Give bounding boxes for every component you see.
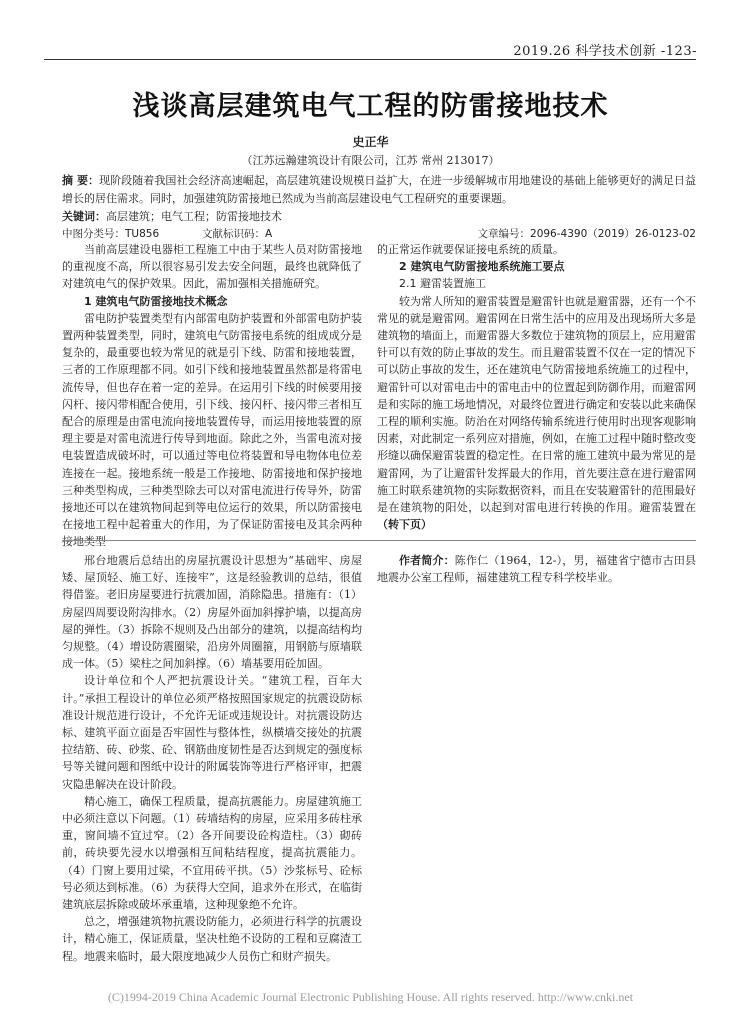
- document-code: 文献标识码：A: [202, 228, 273, 240]
- abstract-label: 摘 要：: [62, 174, 100, 187]
- author-name: 史正华: [352, 135, 389, 149]
- header-rule: [44, 59, 696, 60]
- keywords-text: 高层建筑；电气工程；防雷接地技术: [106, 210, 282, 223]
- keywords-label: 关键词：: [62, 210, 106, 223]
- subsection-heading-2-1: 2.1 避雷装置施工: [399, 277, 486, 291]
- paragraph: 雷电防护装置类型有内部雷电防护装置和外部雷电防护装置两种装置类型，同时，建筑电气防雷接电系统的组成成分是复杂的，最重要也较为常见的就是引下线、防雷和接地装置，三者的工作原理都不同。如引下线和接地装置虽然都是将雷电流传导，但也存在着一定的差异。在运用引下线的时候要用接闪杆、接闪带相配合使用，引下线、接闪杆、接闪带三者相互配合的原理是由雷电流向接地装置传导，而运用接地装置的原理主要是对雷电流进行传导到地面。除此之外，当雷电流对接电装置造成破坏时，可以通过等电位将装置和导电物体电位差连接在一起。接地系统一般是工作接地、防雷接地和保护接地三种类型构成，三种类型除去可以对雷电流进行传导外，防雷接地还可以在建筑物间起到等电位运行的效果，所以防雷接电在接地工程中起着重大的作用，为了保证防雷接电及其余两种接地类型: [62, 311, 362, 549]
- author-affiliation: （江苏远瀚建筑设计有限公司，江苏 常州 213017）: [241, 154, 500, 167]
- clc-number: 中图分类号：TU856: [62, 228, 160, 240]
- author-bio-label: 作者简介：: [399, 554, 455, 567]
- left-column-top: [62, 241, 362, 551]
- paragraph: 邢台地震后总结出的房屋抗震设计思想为“基础牢、房屋矮、屋顶轻、施工好、连接牢”，这是经验教训的总结，很值得借鉴。老旧房屋要进行抗震加固，消除隐患。措施有：（1）房屋四周要设附沟排水。（2）房屋外面加斜撑护墙，以提高房屋的弹性。（3）拆除不规则及凸出部分的建筑，以提高结构均匀规整。（4）增设防震圈梁，沿房外周圈箍，用钢筋与原墙联成一体。（5）梁柱之间加斜撑。（6）墙基要用砼加固。: [62, 554, 362, 671]
- copyright-footer: (C)1994-2019 China Academic Journal Electronic Publishing House. All rights reserved. http://www.cnki.net: [107, 990, 634, 1004]
- author-bio-text: 陈作仁（1964，12-），男，福建省宁德市古田县地震办公室工程师，福建建筑工程专科学校毕业。: [377, 554, 696, 585]
- left-column-bottom: [62, 552, 362, 965]
- author-bio: [377, 552, 696, 586]
- abstract-text: 现阶段随着我国社会经济高速崛起，高层建筑建设规模日益扩大，在进一步缓解城市用地建设的基础上能够更好的满足日益增长的居住需求。同时，加强建筑防雷接地已然成为当前高层建设电气工程研究的重要课题。: [62, 174, 696, 205]
- article-number: 文章编号：2096-4390（2019）26-0123-02: [477, 228, 696, 240]
- abstract: [62, 172, 696, 207]
- paragraph: 当前高层建设电器柜工程施工中由于某些人员对防雷接地的重视度不高，所以很容易引发去安全问题，最终也就降低了对建筑电气的保护效果。因此，需加强相关措施研究。: [62, 243, 362, 291]
- paragraph-text: 较为常人所知的避雷装置是避雷针也就是避雷器，还有一个不常见的就是避雷网。避雷网在日常生活中的应用及出现场所大多是建筑物的墙面上，而避雷器大多数位于建筑物的顶层上，应用避雷针可以有效的防止事故的发生。而且避雷装置不仅在一定的情况下可以防止事故的发生，还在建筑电气防雷接地系统施工的过程中，避雷针可以对雷电击中的雷电击中的位置起到防御作用，而避雷网是和实际的施工场地情况，对最终位置进行确定和安装以此来确保工程的顺利实施。防治在对网络传输系统进行使用时出现客观影响因素，对此制定一系列应对措施，例如，在施工过程中随时整改变形缝以确保避雷装置的稳定性。在日常的施工建筑中最为常见的是避雷网，为了让避雷针发挥最大的作用，首先要注意在进行避雷网施工时联系建筑物的实际数据资料，而且在安装避雷针的范围最好是在建筑物的阳处，以起到对雷电进行转换的作用。避雷装置在: [377, 294, 696, 515]
- continued-note: （转下页）: [377, 518, 432, 532]
- right-column-top: [377, 241, 696, 533]
- paragraph: 的正常运作就要保证接电系统的质量。: [377, 243, 564, 256]
- paragraph: 总之，增强建筑物抗震设防能力，必须进行科学的抗震设计，精心施工，保证质量，坚决杜绝不设防的工程和豆腐渣工程。地震来临时，最大限度地减少人员伤亡和财产损失。: [62, 915, 362, 963]
- paragraph: [377, 552, 696, 586]
- section-heading-1: 1 建筑电气防雷接地技术概念: [84, 294, 228, 308]
- section-heading-2: 2 建筑电气防雷接地系统施工要点: [399, 260, 565, 274]
- paragraph: [377, 293, 696, 534]
- page-title: 浅谈高层建筑电气工程的防雷接地技术: [132, 91, 609, 122]
- journal-header: 2019.26 科学技术创新 -123-: [513, 44, 697, 59]
- paragraph: 设计单位和个人严把抗震设计关。“建筑工程，百年大计。”承担工程设计的单位必须严格按照国家规定的抗震设防标准设计规范进行设计，不允许无证或违规设计。对抗震设防达标、建筑平面立面是否牢固性与整体性，纵横墙交接处的抗震拉结筋、砖、砂浆、砼、钢筋曲度韧性是否达到规定的强度标号等关键问题和图纸中设计的附属装饰等进行严格评审，把震灾隐患解决在设计阶段。: [62, 674, 362, 791]
- keywords: [62, 208, 696, 226]
- paragraph: 精心施工，确保工程质量，提高抗震能力。房屋建筑施工中必须注意以下问题。（1）砖墙结构的房屋，应采用多砖柱承重，窗间墙不宜过窄。（2）各开间要设砼构造柱。（3）砌砖前，砖块要先浸水以增强相互间粘结程度，提高抗震能力。（4）门窗上要用过梁，不宜用砖平拱。（5）沙浆标号、砼标号必须达到标准。（6）为获得大空间，追求外在形式，在临街建筑底层拆除或破坏承重墙，这种现象绝不允许。: [62, 794, 362, 912]
- section-divider: [62, 540, 696, 541]
